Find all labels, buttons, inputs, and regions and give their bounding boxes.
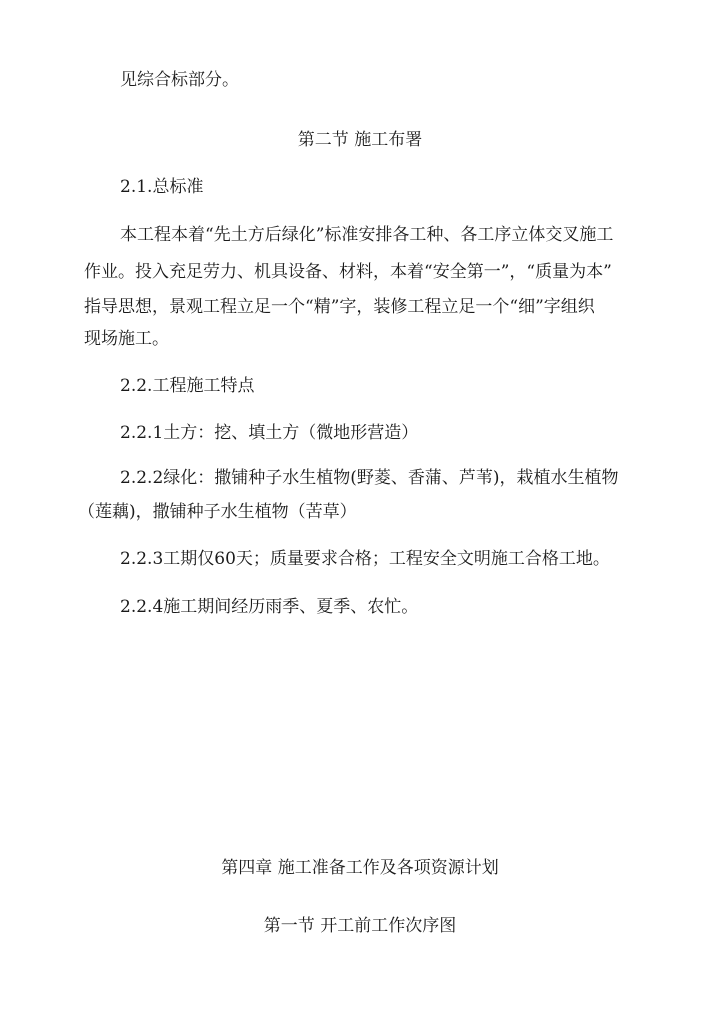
- paragraph-line: 指导思想，景观工程立足一个“精”字，装修工程立足一个“细”字组织: [84, 297, 595, 317]
- chapter-title: 第四章 施工准备工作及各项资源计划: [221, 858, 499, 878]
- heading-2-2: 2.2.工程施工特点: [120, 376, 255, 396]
- section-title-sequence: 第一节 开工前工作次序图: [263, 916, 457, 936]
- list-item-2-2-4: 2.2.4施工期间经历雨季、夏季、农忙。: [120, 597, 419, 617]
- section-title-deployment: 第二节 施工布署: [297, 130, 423, 150]
- heading-2-1: 2.1.总标准: [120, 177, 204, 197]
- paragraph-line: 现场施工。: [84, 329, 169, 349]
- list-item-2-2-1: 2.2.1土方：挖、填土方（微地形营造）: [120, 423, 419, 443]
- paragraph-line: 本工程本着“先土方后绿化”标准安排各工种、各工序立体交叉施工: [120, 225, 614, 245]
- paragraph-reference: 见综合标部分。: [120, 70, 239, 90]
- paragraph-line: 作业。投入充足劳力、机具设备、材料，本着“安全第一”，“质量为本”: [84, 262, 612, 282]
- list-item-2-2-2: 2.2.2绿化：撒铺种子水生植物(野菱、香蒲、芦苇)，栽植水生植物: [120, 468, 619, 488]
- list-item-2-2-2-continued: （莲藕)，撒铺种子水生植物（苦草）: [78, 502, 357, 522]
- list-item-2-2-3: 2.2.3工期仅60天；质量要求合格；工程安全文明施工合格工地。: [120, 549, 610, 569]
